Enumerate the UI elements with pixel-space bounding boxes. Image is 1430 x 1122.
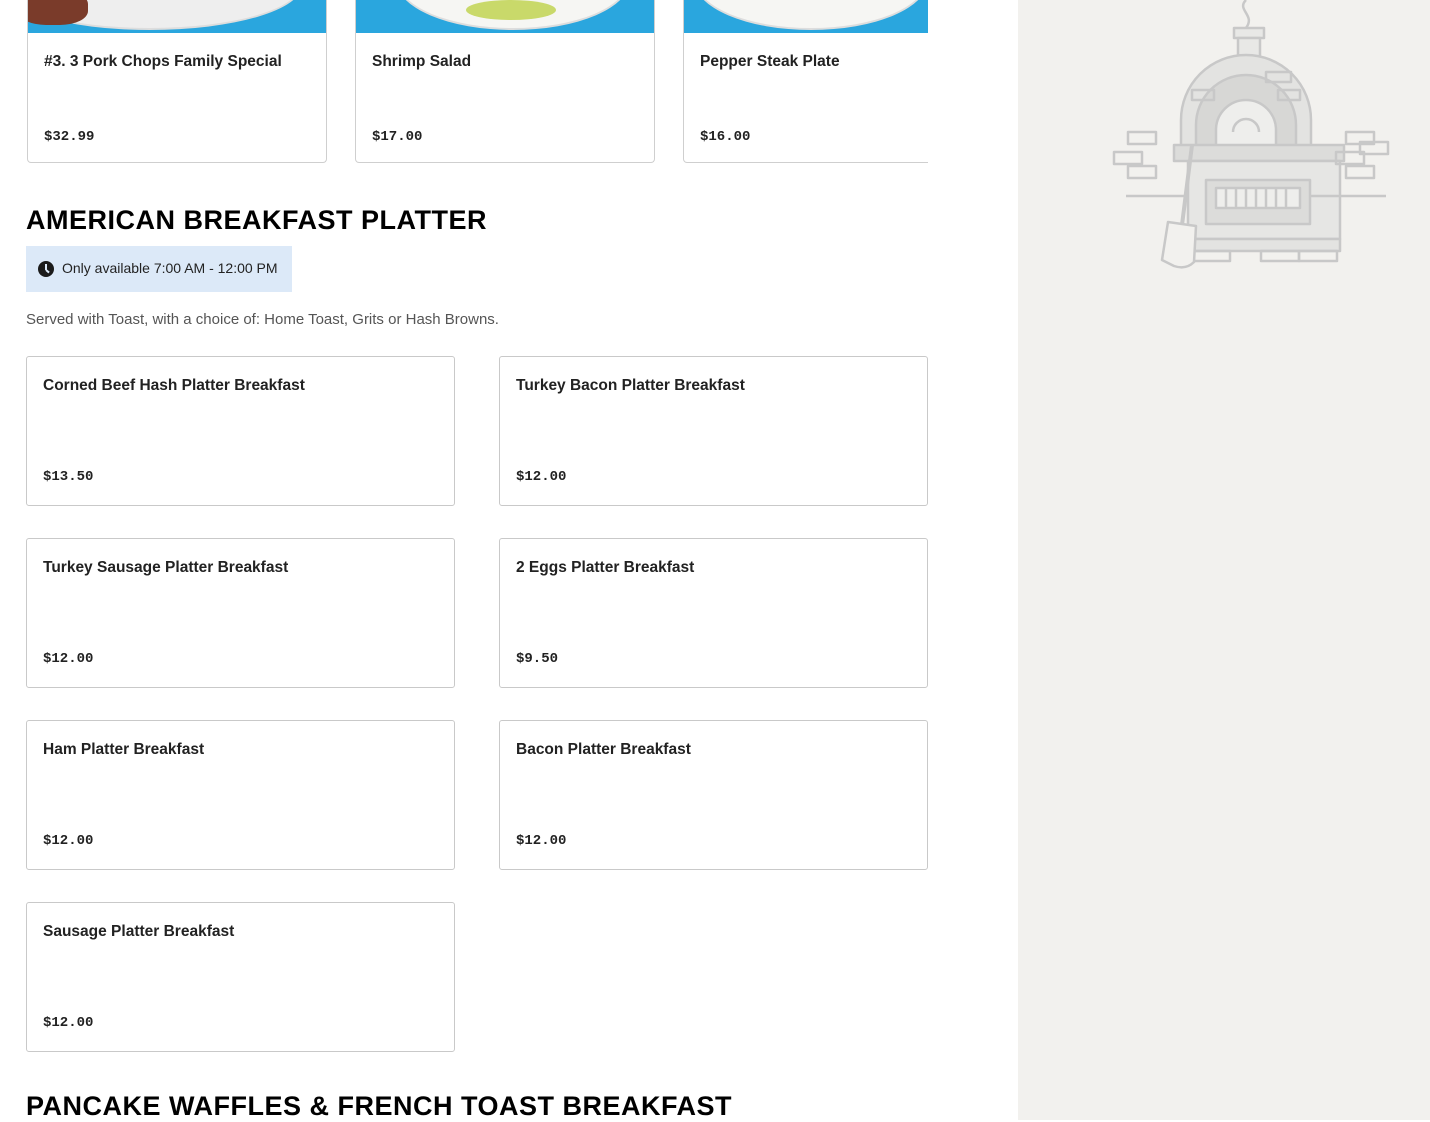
scroll-clip [928,0,1018,170]
item-price: $12.00 [43,651,94,667]
item-price: $17.00 [372,129,423,145]
menu-item-card[interactable] [26,538,455,688]
item-price: $12.00 [516,469,567,485]
item-name: Turkey Bacon Platter Breakfast [516,377,745,394]
menu-item-card[interactable] [499,720,928,870]
sidebar-panel [1018,0,1430,1120]
menu-item-card[interactable] [27,0,327,163]
item-name: Corned Beef Hash Platter Breakfast [43,377,305,394]
item-price: $9.50 [516,651,559,667]
item-price: $13.50 [43,469,94,485]
menu-item-card[interactable] [355,0,655,163]
item-name: Sausage Platter Breakfast [43,923,235,940]
item-name: Pepper Steak Plate [700,53,840,70]
menu-item-card[interactable] [499,538,928,688]
item-price: $32.99 [44,129,95,145]
item-price: $12.00 [516,833,567,849]
availability-banner [26,246,292,292]
item-price: $12.00 [43,1015,94,1031]
clock-icon [38,261,54,277]
item-name: #3. 3 Pork Chops Family Special [44,53,282,70]
item-name: Bacon Platter Breakfast [516,741,691,758]
section-description: Served with Toast, with a choice of: Home Toast, Grits or Hash Browns. [26,311,499,328]
item-name: Ham Platter Breakfast [43,741,205,758]
section-title: PANCAKE WAFFLES & FRENCH TOAST BREAKFAST [26,1091,733,1121]
section-title: AMERICAN BREAKFAST PLATTER [26,205,487,235]
item-price: $12.00 [43,833,94,849]
menu-item-card[interactable] [683,0,943,163]
item-name: Turkey Sausage Platter Breakfast [43,559,289,576]
item-price: $16.00 [700,129,751,145]
item-name: Shrimp Salad [372,53,472,70]
menu-item-card[interactable] [499,356,928,506]
menu-item-card[interactable] [26,720,455,870]
item-photo [356,0,654,33]
menu-item-card[interactable] [26,902,455,1052]
item-name: 2 Eggs Platter Breakfast [516,559,695,576]
availability-text: Only available 7:00 AM - 12:00 PM [62,260,278,276]
brick-oven-illustration [1096,0,1396,275]
menu-item-card[interactable] [26,356,455,506]
item-photo [28,0,326,33]
item-photo [684,0,942,33]
